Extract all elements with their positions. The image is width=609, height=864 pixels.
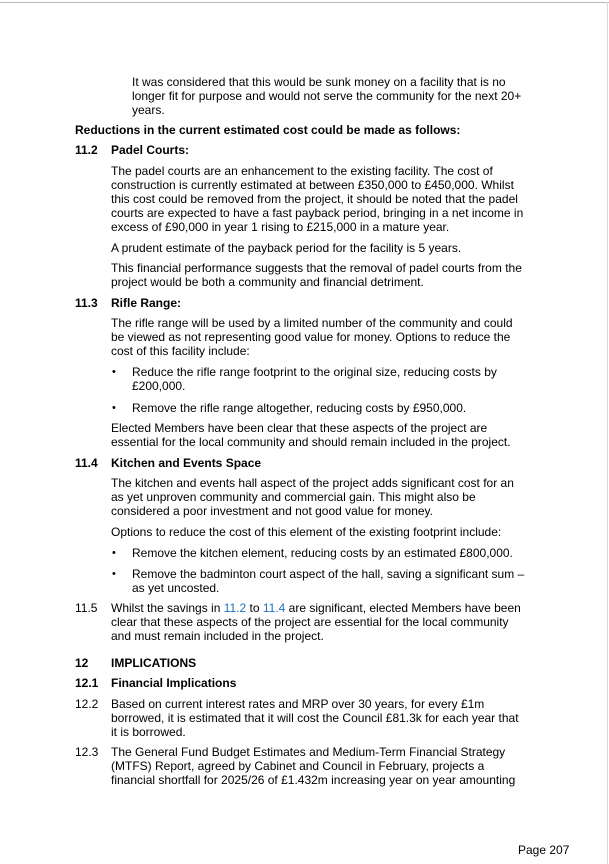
text-line: The rifle range will be used by a limited number of the community and could — [111, 316, 513, 330]
text-line: (MTFS) Report, agreed by Cabinet and Council in February, projects a — [111, 759, 485, 773]
section-number: 12.3 — [75, 745, 99, 759]
text-line: courts are expected to have a fast payback period, bringing in a net income in — [111, 206, 524, 220]
section-number: 12.1 — [75, 676, 99, 690]
bullet-icon: • — [112, 547, 116, 559]
section-number: 11.4 — [75, 456, 98, 470]
text-line: The General Fund Budget Estimates and Medium-Term Financial Strategy — [111, 745, 506, 759]
text-line: financial shortfall for 2025/26 of £1.432m increasing year on year amounting — [111, 773, 516, 787]
section-number: 12.2 — [75, 697, 99, 711]
cross-reference-link-11-2[interactable]: 11.2 — [223, 601, 247, 615]
bullet-text: Remove the badminton court aspect of the hall, saving a significant sum – — [132, 567, 525, 581]
section-number: 11.2 — [75, 143, 98, 157]
text-line: it is borrowed. — [111, 725, 186, 739]
text-span: to — [246, 601, 263, 615]
section-number: 11.5 — [75, 601, 98, 615]
text-line: project would be both a community and financial detriment. — [111, 275, 424, 289]
text-line: and must remain included in the project. — [111, 629, 324, 643]
text-line: essential for the local community and should remain included in the project. — [111, 435, 511, 449]
section-title: IMPLICATIONS — [111, 656, 197, 670]
text-line: as yet unproven community and commercial gain. This might also be — [111, 490, 476, 504]
text-line: This financial performance suggests that the removal of padel courts from the — [111, 261, 522, 275]
text-span: Whilst the savings in — [111, 601, 224, 615]
text-line: A prudent estimate of the payback period for the facility is 5 years. — [111, 241, 462, 255]
text-line: excess of £90,000 in year 1 rising to £215,000 in a mature year. — [111, 220, 450, 234]
bullet-icon: • — [112, 568, 116, 580]
bullet-icon: • — [112, 366, 116, 378]
text-line: borrowed, it is estimated that it will cost the Council £81.3k for each year that — [111, 711, 519, 725]
cross-reference-link-11-4[interactable]: 11.4 — [262, 601, 286, 615]
text-line: considered a poor investment and not good value for money. — [111, 504, 433, 518]
page-number: Page 207 — [518, 843, 570, 857]
text-line: construction is currently estimated at between £350,000 to £450,000. Whilst — [111, 178, 514, 192]
text-line: longer fit for purpose and would not serve the community for the next 20+ — [132, 89, 522, 103]
text-line: this cost could be removed from the project, it should be noted that the padel — [111, 192, 518, 206]
text-line: Based on current interest rates and MRP over 30 years, for every £1m — [111, 697, 485, 711]
page-top-border — [0, 2, 609, 3]
section-title: Financial Implications — [111, 676, 237, 690]
section-title: Padel Courts: — [111, 143, 190, 157]
text-line: be viewed as not representing good value for money. Options to reduce the — [111, 330, 511, 344]
section-title: Rifle Range: — [111, 296, 182, 310]
text-line: Options to reduce the cost of this element of the existing footprint include: — [111, 525, 502, 539]
text-line: clear that these aspects of the project are essential for the local community — [111, 615, 509, 629]
bullet-text: £200,000. — [132, 379, 186, 393]
text-line: cost of this facility include: — [111, 344, 250, 358]
bullet-text: Remove the rifle range altogether, reducing costs by £950,000. — [132, 401, 467, 415]
text-line: It was considered that this would be sunk money on a facility that is no — [132, 75, 506, 89]
section-title: Kitchen and Events Space — [111, 456, 262, 470]
text-span: are significant, elected Members have been — [285, 601, 521, 615]
text-line: The padel courts are an enhancement to the existing facility. The cost of — [111, 164, 493, 178]
text-line: Elected Members have been clear that these aspects of the project are — [111, 421, 488, 435]
text-line: years. — [132, 103, 165, 117]
section-number: 12 — [75, 656, 89, 670]
bullet-icon: • — [112, 402, 116, 414]
bullet-text: Remove the kitchen element, reducing costs by an estimated £800,000. — [132, 546, 513, 560]
page-right-border — [607, 2, 608, 864]
section-number: 11.3 — [75, 296, 98, 310]
bullet-text: as yet uncosted. — [132, 581, 220, 595]
text-line: The kitchen and events hall aspect of the project adds significant cost for an — [111, 476, 514, 490]
text-line — [111, 601, 521, 615]
reductions-heading: Reductions in the current estimated cost could be made as follows: — [75, 123, 461, 137]
bullet-text: Reduce the rifle range footprint to the original size, reducing costs by — [132, 365, 497, 379]
